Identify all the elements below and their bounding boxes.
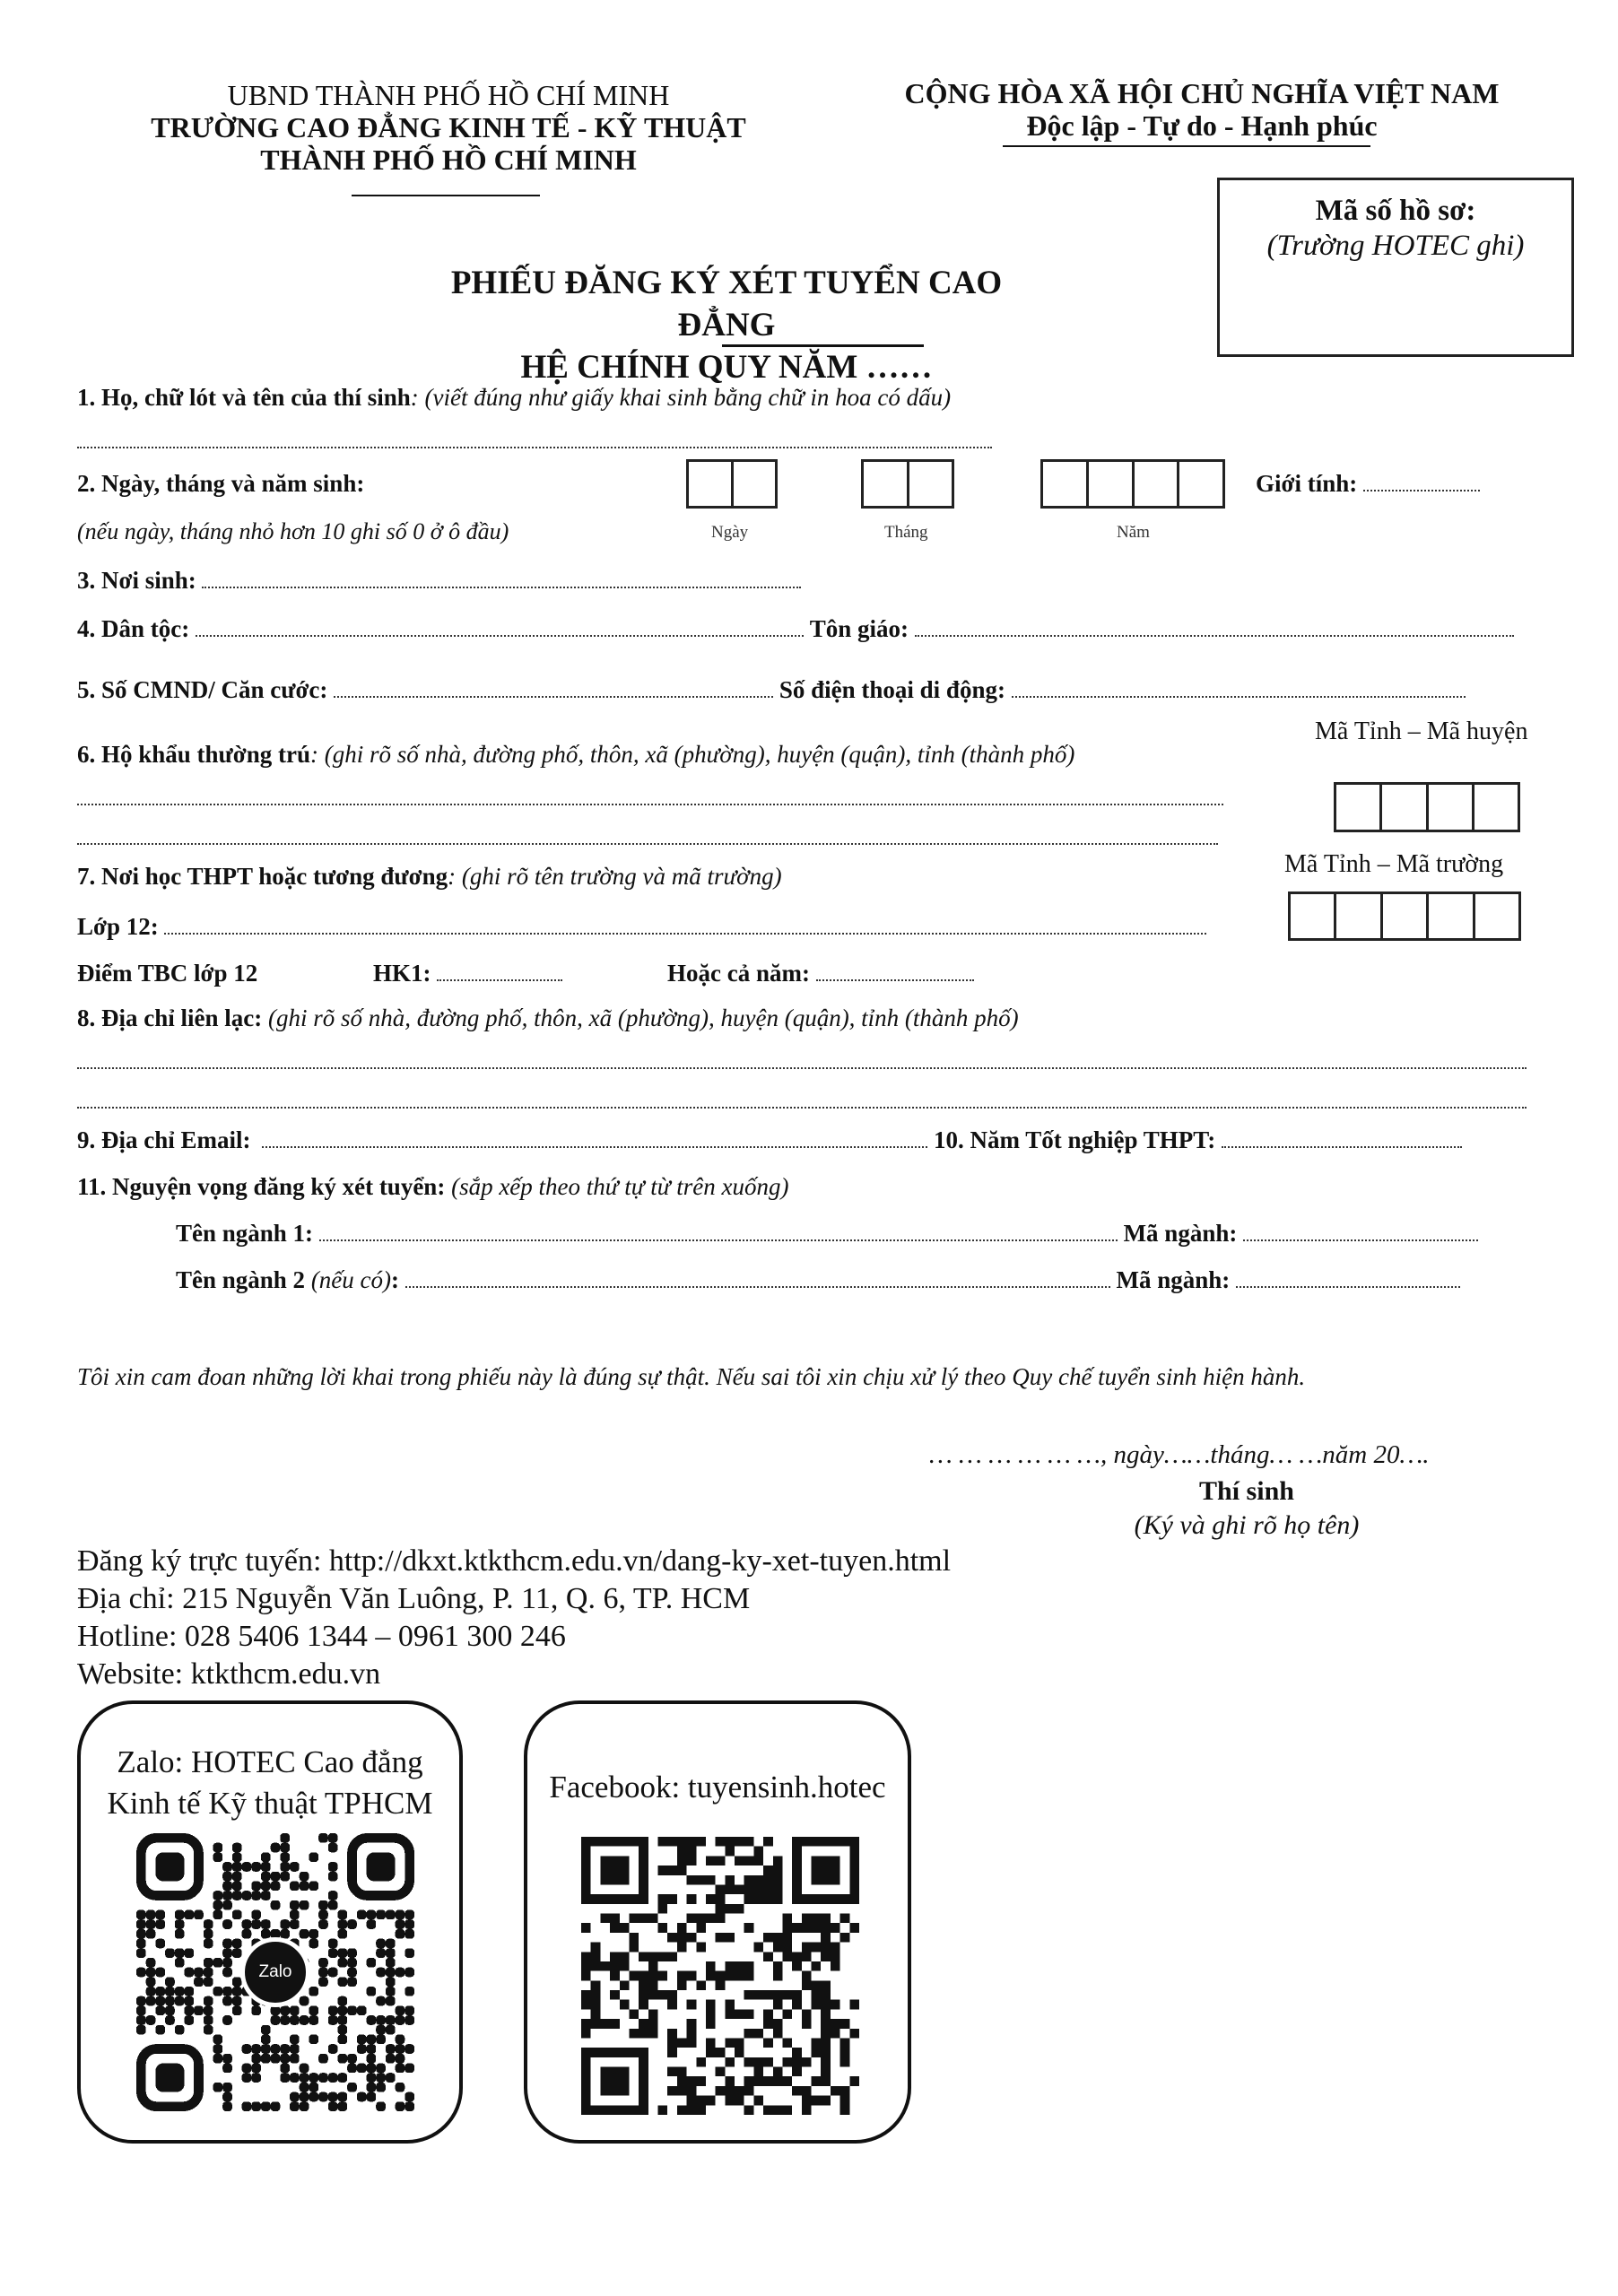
field-4 bbox=[77, 615, 1514, 643]
field-5 bbox=[77, 676, 1466, 704]
residence-input-line1[interactable] bbox=[77, 804, 1223, 805]
file-code-box bbox=[1217, 178, 1574, 357]
field-1 bbox=[77, 384, 951, 412]
year-boxes[interactable] bbox=[1040, 459, 1225, 509]
residence-label: 6. Hộ khẩu thường trú bbox=[77, 741, 310, 768]
form-title bbox=[413, 262, 1040, 388]
class12-field bbox=[77, 913, 1206, 941]
motto-line: Độc lập - Tự do - Hạnh phúc bbox=[1026, 109, 1378, 142]
republic-line: CỘNG HÒA XÃ HỘI CHỦ NGHĨA VIỆT NAM bbox=[904, 77, 1500, 109]
header-left-underline bbox=[352, 195, 540, 196]
address-text: Địa chỉ: 215 Nguyễn Văn Luông, P. 11, Q. 6, TP. HCM bbox=[77, 1582, 751, 1615]
province-school-boxes[interactable] bbox=[1288, 891, 1521, 941]
gpa-label: Điểm TBC lớp 12 bbox=[77, 960, 258, 987]
highschool-label: 7. Nơi học THPT hoặc tương đương bbox=[77, 863, 448, 890]
birth-date-note: (nếu ngày, tháng nhỏ hơn 10 ghi số 0 ở ô đầu) bbox=[77, 518, 509, 544]
province-district-caption: Mã Tỉnh – Mã huyện bbox=[1315, 718, 1528, 745]
religion-label: Tôn giáo: bbox=[809, 615, 909, 642]
field-9 bbox=[77, 1126, 1462, 1154]
year-caption: Năm bbox=[1117, 523, 1150, 542]
signature-note: (Ký và ghi rõ họ tên) bbox=[1134, 1510, 1360, 1540]
id-card-label: 5. Số CMND/ Căn cước: bbox=[77, 676, 328, 703]
email-label: 9. Địa chỉ Email: bbox=[77, 1126, 251, 1153]
form-title-line2: HỆ CHÍNH QUY NĂM …… bbox=[520, 349, 933, 386]
field-11 bbox=[77, 1173, 788, 1201]
province-school-caption: Mã Tỉnh – Mã trường bbox=[1284, 850, 1504, 878]
month-caption: Tháng bbox=[884, 523, 928, 542]
contact-address-label: 8. Địa chỉ liên lạc: bbox=[77, 1004, 263, 1031]
fullyear-label: Hoặc cả năm: bbox=[667, 960, 810, 987]
major1-row bbox=[176, 1220, 1478, 1248]
day-boxes[interactable] bbox=[686, 459, 778, 509]
authority-line: UBND THÀNH PHỐ HỒ CHÍ MINH bbox=[227, 79, 670, 111]
school-city-line: THÀNH PHỐ HỒ CHÍ MINH bbox=[260, 144, 637, 176]
field-7 bbox=[77, 863, 782, 891]
graduation-year-label: 10. Năm Tốt nghiệp THPT: bbox=[934, 1126, 1216, 1153]
fullyear-input[interactable] bbox=[816, 979, 974, 981]
gender-label: Giới tính: bbox=[1256, 470, 1358, 497]
facebook-title: Facebook: tuyensinh.hotec bbox=[549, 1770, 886, 1805]
birthplace-label: 3. Nơi sinh: bbox=[77, 567, 196, 594]
online-register-text: Đăng ký trực tuyến: http://dkxt.ktkthcm.edu.vn/dang-ky-xet-tuyen.html bbox=[77, 1544, 952, 1578]
email-input[interactable] bbox=[262, 1146, 927, 1148]
graduation-year-input[interactable] bbox=[1222, 1146, 1462, 1148]
ethnicity-label: 4. Dân tộc: bbox=[77, 615, 190, 642]
field-6 bbox=[77, 741, 1074, 769]
day-caption: Ngày bbox=[711, 523, 749, 542]
major1-code-input[interactable] bbox=[1243, 1239, 1478, 1241]
declaration-text: Tôi xin cam đoan những lời khai trong phiếu này là đúng sự thật. Nếu sai tôi xin chịu xử lý theo Quy chế tuyển sinh hiện hành. bbox=[77, 1363, 1306, 1390]
form-title-line1: PHIẾU ĐĂNG KÝ XÉT TUYỂN CAO ĐẲNG bbox=[450, 265, 1003, 344]
title-underline bbox=[722, 344, 924, 347]
header-right-underline bbox=[1003, 145, 1370, 147]
major2-code-input[interactable] bbox=[1236, 1286, 1460, 1288]
full-name-label: 1. Họ, chữ lót và tên của thí sinh bbox=[77, 384, 411, 411]
zalo-title bbox=[81, 1742, 459, 1824]
major1-code-label: Mã ngành: bbox=[1123, 1220, 1238, 1247]
highschool-note: : (ghi rõ tên trường và mã trường) bbox=[448, 863, 782, 890]
major2-colon: : bbox=[391, 1266, 400, 1293]
residence-input-line2[interactable] bbox=[77, 843, 1218, 845]
zalo-title-line1: Zalo: HOTEC Cao đẳng bbox=[117, 1744, 423, 1779]
school-name-line: TRƯỜNG CAO ĐẲNG KINH TẾ - KỸ THUẬT bbox=[151, 111, 746, 144]
major2-input[interactable] bbox=[405, 1286, 1110, 1288]
ethnicity-input[interactable] bbox=[196, 635, 804, 637]
fullyear-field bbox=[667, 960, 974, 987]
contact-address-line1[interactable] bbox=[77, 1067, 1527, 1069]
class12-label: Lớp 12: bbox=[77, 913, 159, 940]
website-text: Website: ktkthcm.edu.vn bbox=[77, 1657, 381, 1691]
phone-label: Số điện thoại di động: bbox=[779, 676, 1005, 703]
contact-address-note: (ghi rõ số nhà, đường phố, thôn, xã (phường), huyện (quận), tỉnh (thành phố) bbox=[262, 1004, 1019, 1031]
field-3 bbox=[77, 567, 801, 595]
file-code-label: Mã số hồ sơ: bbox=[1315, 195, 1476, 227]
hotline-text: Hotline: 028 5406 1344 – 0961 300 246 bbox=[77, 1620, 566, 1653]
full-name-note: : (viết đúng như giấy khai sinh bằng chữ in hoa có dấu) bbox=[410, 384, 952, 411]
birthplace-input[interactable] bbox=[202, 587, 801, 588]
zalo-title-line2: Kinh tế Kỹ thuật TPHCM bbox=[107, 1786, 433, 1821]
hk1-label: HK1: bbox=[373, 960, 431, 987]
aspiration-note: (sắp xếp theo thứ tự từ trên xuống) bbox=[445, 1173, 789, 1200]
facebook-card bbox=[524, 1700, 911, 2144]
gender-input[interactable] bbox=[1363, 490, 1480, 491]
file-code-note: (Trường HOTEC ghi) bbox=[1266, 230, 1525, 262]
gender-field bbox=[1256, 470, 1480, 498]
phone-input[interactable] bbox=[1012, 696, 1466, 698]
full-name-input[interactable] bbox=[77, 447, 992, 448]
zalo-card bbox=[77, 1700, 463, 2144]
major2-note: (nếu có) bbox=[305, 1266, 392, 1293]
field-8 bbox=[77, 1004, 1019, 1032]
major1-label: Tên ngành 1: bbox=[176, 1220, 314, 1247]
id-card-input[interactable] bbox=[334, 696, 773, 698]
major2-code-label: Mã ngành: bbox=[1116, 1266, 1231, 1293]
header-right bbox=[834, 77, 1570, 142]
hk1-input[interactable] bbox=[437, 979, 562, 981]
birth-date-label: 2. Ngày, tháng và năm sinh: bbox=[77, 470, 365, 497]
zalo-badge: Zalo bbox=[240, 1937, 310, 2007]
header-left bbox=[72, 79, 825, 176]
hk1-field bbox=[373, 960, 562, 987]
major1-input[interactable] bbox=[319, 1239, 1118, 1241]
zalo-qr-code[interactable] bbox=[136, 1833, 414, 2111]
major2-label: Tên ngành 2 bbox=[176, 1266, 306, 1293]
signature-role: Thí sinh bbox=[1199, 1476, 1294, 1506]
major2-row bbox=[176, 1266, 1460, 1294]
month-boxes[interactable] bbox=[861, 459, 954, 509]
signature-date-line: … … … … … …, ngày……tháng… …năm 20…. bbox=[929, 1440, 1430, 1469]
residence-note: : (ghi rõ số nhà, đường phố, thôn, xã (phường), huyện (quận), tỉnh (thành phố) bbox=[309, 741, 1075, 768]
contact-address-line2[interactable] bbox=[77, 1107, 1527, 1109]
class12-input[interactable] bbox=[164, 933, 1206, 935]
facebook-qr-code[interactable] bbox=[581, 1837, 859, 2115]
religion-input[interactable] bbox=[915, 635, 1514, 637]
province-district-boxes[interactable] bbox=[1334, 782, 1520, 832]
aspiration-label: 11. Nguyện vọng đăng ký xét tuyển: bbox=[77, 1173, 446, 1200]
